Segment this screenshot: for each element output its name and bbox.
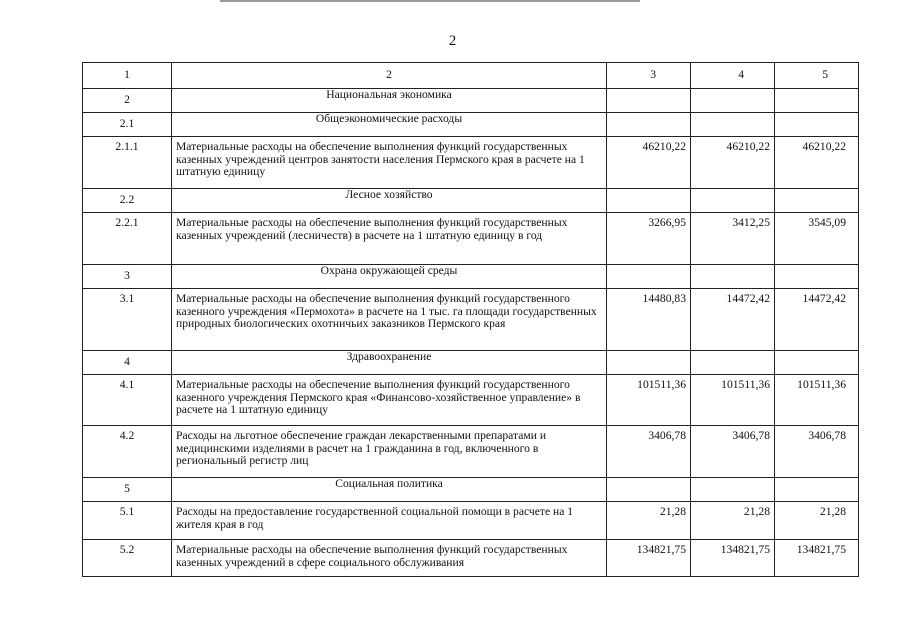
row-number: 2.2: [83, 189, 172, 213]
data-row: [83, 540, 859, 577]
empty-cell: [607, 189, 691, 213]
value-col-4: 3406,78: [691, 426, 775, 478]
header-col-3: 3: [607, 63, 691, 89]
empty-cell: [775, 89, 859, 113]
value-col-5: 3406,78: [775, 426, 859, 478]
value-col-4: 134821,75: [691, 540, 775, 577]
page-number: 2: [448, 33, 457, 49]
value-col-5: 46210,22: [775, 137, 859, 189]
section-row: [83, 478, 859, 502]
section-row: [83, 113, 859, 137]
row-number: 2.1: [83, 113, 172, 137]
empty-cell: [691, 478, 775, 502]
value-col-5: 21,28: [775, 502, 859, 540]
data-row: [83, 137, 859, 189]
value-col-5: 134821,75: [775, 540, 859, 577]
section-title: Охрана окружающей среды: [172, 265, 607, 289]
value-col-4: 14472,42: [691, 289, 775, 351]
header-col-2: 2: [172, 63, 607, 89]
value-col-3: 3266,95: [607, 213, 691, 265]
value-col-5: 3545,09: [775, 213, 859, 265]
row-description: Расходы на льготное обеспечение граждан лекарственными препаратами и медицинскими изделиями в расчет на 1 гражданина в год, включенного в региональный регистр лиц: [172, 426, 607, 478]
empty-cell: [775, 113, 859, 137]
value-col-5: 101511,36: [775, 375, 859, 426]
row-description: Материальные расходы на обеспечение выполнения функций государственного казенного учреждения Пермского края «Финансово-хозяйственное управление» в расчете на 1 штатную единицу: [172, 375, 607, 426]
header-col-5: 5: [775, 63, 859, 89]
row-number: 4: [83, 351, 172, 375]
section-title: Лесное хозяйство: [172, 189, 607, 213]
row-number: 4.2: [83, 426, 172, 478]
data-row: [83, 502, 859, 540]
empty-cell: [607, 265, 691, 289]
empty-cell: [691, 113, 775, 137]
value-col-3: 21,28: [607, 502, 691, 540]
empty-cell: [691, 351, 775, 375]
empty-cell: [691, 89, 775, 113]
table-header-row: [83, 63, 859, 89]
section-title: Здравоохранение: [172, 351, 607, 375]
row-number: 4.1: [83, 375, 172, 426]
section-row: [83, 351, 859, 375]
section-row: [83, 189, 859, 213]
row-number: 2.1.1: [83, 137, 172, 189]
row-description: Материальные расходы на обеспечение выполнения функций государственных казенных учреждений (лесничеств) в расчете на 1 штатную единицу в год: [172, 213, 607, 265]
value-col-3: 14480,83: [607, 289, 691, 351]
header-col-4: 4: [691, 63, 775, 89]
data-row: [83, 375, 859, 426]
empty-cell: [775, 265, 859, 289]
section-row: [83, 89, 859, 113]
value-col-4: 101511,36: [691, 375, 775, 426]
empty-cell: [607, 113, 691, 137]
value-col-5: 14472,42: [775, 289, 859, 351]
row-number: 5: [83, 478, 172, 502]
value-col-3: 46210,22: [607, 137, 691, 189]
norms-table: [82, 62, 859, 577]
section-title: Национальная экономика: [172, 89, 607, 113]
section-row: [83, 265, 859, 289]
section-title: Социальная политика: [172, 478, 607, 502]
row-description: Материальные расходы на обеспечение выполнения функций государственных казенных учреждений в сфере социального обслуживания: [172, 540, 607, 577]
data-row: [83, 213, 859, 265]
value-col-3: 134821,75: [607, 540, 691, 577]
empty-cell: [775, 351, 859, 375]
value-col-3: 3406,78: [607, 426, 691, 478]
value-col-4: 21,28: [691, 502, 775, 540]
value-col-4: 3412,25: [691, 213, 775, 265]
value-col-4: 46210,22: [691, 137, 775, 189]
header-col-1: 1: [83, 63, 172, 89]
empty-cell: [691, 265, 775, 289]
row-description: Расходы на предоставление государственной социальной помощи в расчете на 1 жителя края в год: [172, 502, 607, 540]
row-description: Материальные расходы на обеспечение выполнения функций государственного казенного учреждения «Пермохота» в расчете на 1 тыс. га площади государственных природных биологических охотничьих заказников Пермского края: [172, 289, 607, 351]
empty-cell: [775, 478, 859, 502]
empty-cell: [607, 89, 691, 113]
row-number: 2: [83, 89, 172, 113]
row-number: 3.1: [83, 289, 172, 351]
empty-cell: [607, 478, 691, 502]
row-number: 3: [83, 265, 172, 289]
value-col-3: 101511,36: [607, 375, 691, 426]
row-number: 5.1: [83, 502, 172, 540]
empty-cell: [607, 351, 691, 375]
empty-cell: [775, 189, 859, 213]
top-scan-rule: [220, 0, 640, 2]
row-number: 2.2.1: [83, 213, 172, 265]
row-number: 5.2: [83, 540, 172, 577]
empty-cell: [691, 189, 775, 213]
data-row: [83, 426, 859, 478]
data-row: [83, 289, 859, 351]
row-description: Материальные расходы на обеспечение выполнения функций государственных казенных учреждений центров занятости населения Пермского края в расчете на 1 штатную единицу: [172, 137, 607, 189]
section-title: Общеэкономические расходы: [172, 113, 607, 137]
